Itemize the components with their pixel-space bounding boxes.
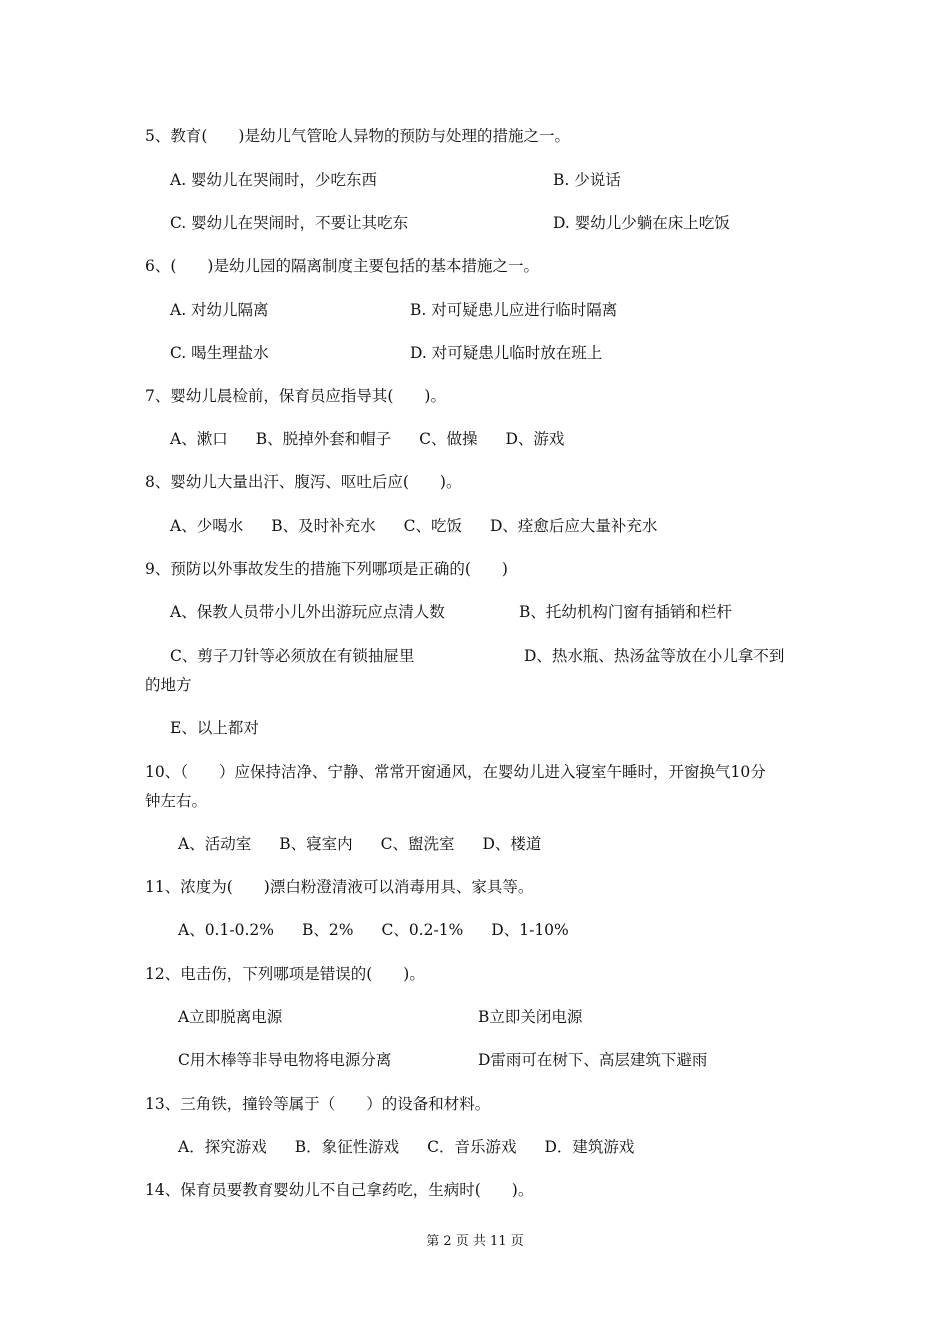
q9-option-e: E、以上都对 [170,719,259,737]
q12-option-a: A立即脱离电源 [178,1008,283,1026]
q7-option-c: C、做操 [419,430,478,448]
q12-option-d: D雷雨可在树下、高层建筑下避雨 [478,1051,708,1069]
q13-options [178,1137,634,1157]
q6-option-b: B. 对可疑患儿应进行临时隔离 [410,301,618,319]
q12-option-b: B立即关闭电源 [478,1008,583,1026]
question-10: 10、（ ）应保持洁净、宁静、常常开窗通风，在婴幼儿进入寝室午睡时，开窗换气10分 [145,763,766,781]
question-13: 13、三角铁，撞铃等属于（ ）的设备和材料。 [145,1095,491,1113]
q11-options [178,920,569,940]
question-5: 5、教育( )是幼儿气管呛人异物的预防与处理的措施之一。 [145,127,570,145]
question-11: 11、浓度为( )漂白粉澄清液可以消毒用具、家具等。 [145,878,534,896]
q6-option-c: C. 喝生理盐水 [170,344,269,362]
q11-option-a: A、0.1-0.2% [178,921,274,939]
question-7: 7、婴幼儿晨检前，保育员应指导其( )。 [145,387,446,405]
q11-option-c: C、0.2-1% [381,921,464,939]
q5-option-b: B. 少说话 [553,171,621,189]
q7-options [170,429,564,449]
q9-option-c: C、剪子刀针等必须放在有锁抽屉里 [170,647,415,665]
q8-option-c: C、吃饭 [403,517,462,535]
q9-option-b: B、托幼机构门窗有插销和栏杆 [519,603,732,621]
q7-option-b: B、脱掉外套和帽子 [255,430,392,448]
q7-option-d: D、游戏 [505,430,565,448]
question-9: 9、预防以外事故发生的措施下列哪项是正确的( ) [145,560,508,578]
question-12: 12、电击伤，下列哪项是错误的( )。 [145,965,425,983]
q12-option-c: C用木棒等非导电物将电源分离 [178,1051,392,1069]
q10-option-b: B、寝室内 [279,835,353,853]
q11-option-b: B、2% [301,921,354,939]
q9-option-d-cont: 的地方 [145,676,192,694]
question-8: 8、婴幼儿大量出汗、腹泻、呕吐后应( )。 [145,473,462,491]
q11-option-d: D、1-10% [491,921,569,939]
q8-option-b: B、及时补充水 [271,517,376,535]
q9-option-a: A、保教人员带小儿外出游玩应点清人数 [170,603,445,621]
q10-option-d: D、楼道 [482,835,542,853]
q13-option-c: C．音乐游戏 [427,1138,517,1156]
q5-option-a: A. 婴幼儿在哭闹时，少吃东西 [170,171,378,189]
q8-option-a: A、少喝水 [170,517,244,535]
q7-option-a: A、漱口 [170,430,228,448]
q13-option-a: A．探究游戏 [178,1138,267,1156]
question-14: 14、保育员要教育婴幼儿不自己拿药吃，生病时( )。 [145,1181,534,1199]
q10-option-c: C、盥洗室 [380,835,455,853]
q13-option-d: D．建筑游戏 [544,1138,635,1156]
q5-option-d: D. 婴幼儿少躺在床上吃饭 [553,214,730,232]
q10-option-a: A、活动室 [178,835,252,853]
q10-options [178,834,541,854]
question-6: 6、( )是幼儿园的隔离制度主要包括的基本措施之一。 [145,257,539,275]
q9-option-d: D、热水瓶、热汤盆等放在小儿拿不到 [524,647,785,665]
q5-option-c: C. 婴幼儿在哭闹时，不要让其吃东 [170,214,409,232]
q6-option-a: A. 对幼儿隔离 [170,301,269,319]
q8-option-d: D、痊愈后应大量补充水 [489,517,658,535]
question-10-cont: 钟左右。 [145,792,208,810]
page-footer: 第 2 页 共 11 页 [426,1234,524,1249]
q6-option-d: D. 对可疑患儿临时放在班上 [410,344,603,362]
q8-options [170,516,657,536]
q13-option-b: B．象征性游戏 [294,1138,400,1156]
